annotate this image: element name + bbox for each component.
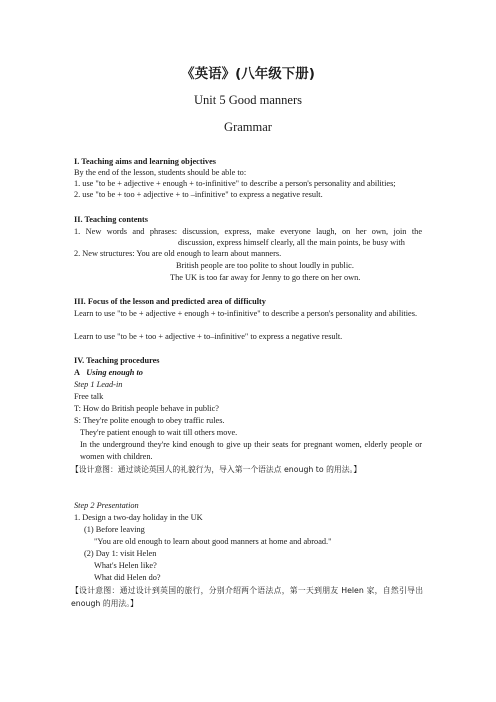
contents-example-2: The UK is too far away for Jenny to go there on her own. xyxy=(170,273,361,282)
procedures-heading: IV. Teaching procedures xyxy=(74,356,160,365)
aims-item-2: 2. use "to be + too + adjective + to –infinitive" to express a negative result. xyxy=(74,190,323,199)
part-a-letter: A xyxy=(74,368,80,377)
contents-example-1: British people are too polite to shout loudly in public. xyxy=(176,261,354,270)
contents-words-line1: 1. New words and phrases: discussion, express, make everyone laugh, on her own, join the xyxy=(74,227,422,236)
part-a-heading xyxy=(74,367,424,378)
question-1: What's Helen like? xyxy=(94,561,157,570)
teacher-line: T: How do British people behave in public? xyxy=(74,404,219,413)
aims-item-1: 1. use "to be + adjective + enough + to-infinitive" to describe a person's personality and abilities; xyxy=(74,179,396,188)
focus-line-1: Learn to use "to be + adjective + enough + to-infinitive" to describe a person's personality and abilities. xyxy=(74,309,418,318)
question-2: What did Helen do? xyxy=(94,573,161,582)
day1: (2) Day 1: visit Helen xyxy=(84,549,157,558)
section-title: Grammar xyxy=(224,120,272,134)
book-title: 《英语》(八年级下册) xyxy=(181,66,315,82)
contents-structures: 2. New structures: You are old enough to learn about manners. xyxy=(74,249,282,258)
before-leaving: (1) Before leaving xyxy=(84,525,145,534)
step1-heading: Step 1 Lead-in xyxy=(74,380,123,389)
focus-heading: III. Focus of the lesson and predicted area of difficulty xyxy=(74,297,266,306)
focus-line-2: Learn to use "to be + too + adjective + to–infinitive" to express a negative result. xyxy=(74,332,343,341)
unit-title: Unit 5 Good manners xyxy=(194,93,302,107)
aims-heading: I. Teaching aims and learning objectives xyxy=(74,157,216,166)
quote: "You are old enough to learn about good manners at home and abroad." xyxy=(94,537,332,546)
design-note-1: 【设计意图：通过谈论英国人的礼貌行为，导入第一个语法点 enough to 的用法。】 xyxy=(71,465,362,474)
free-talk: Free talk xyxy=(74,392,104,401)
student-line-3: In the underground they're kind enough to give up their seats for pregnant women, elderly people or women with children. xyxy=(80,440,422,461)
contents-words-line2: discussion, express himself clearly, all the main points, be busy with xyxy=(178,238,405,247)
contents-heading: II. Teaching contents xyxy=(74,215,148,224)
student-line-2: They're patient enough to wait till others move. xyxy=(80,428,238,437)
student-line-1: S: They're polite enough to obey traffic rules. xyxy=(74,416,225,425)
step2-heading: Step 2 Presentation xyxy=(74,501,139,510)
part-a-title: Using enough to xyxy=(86,368,143,377)
design-holiday: 1. Design a two-day holiday in the UK xyxy=(74,513,203,522)
aims-intro: By the end of the lesson, students should be able to: xyxy=(74,168,247,177)
design-note-2: 【设计意图：通过设计到英国的旅行，分别介绍两个语法点，第一天到朋友 Helen 家，自然引导出 enough 的用法。】 xyxy=(71,586,423,608)
